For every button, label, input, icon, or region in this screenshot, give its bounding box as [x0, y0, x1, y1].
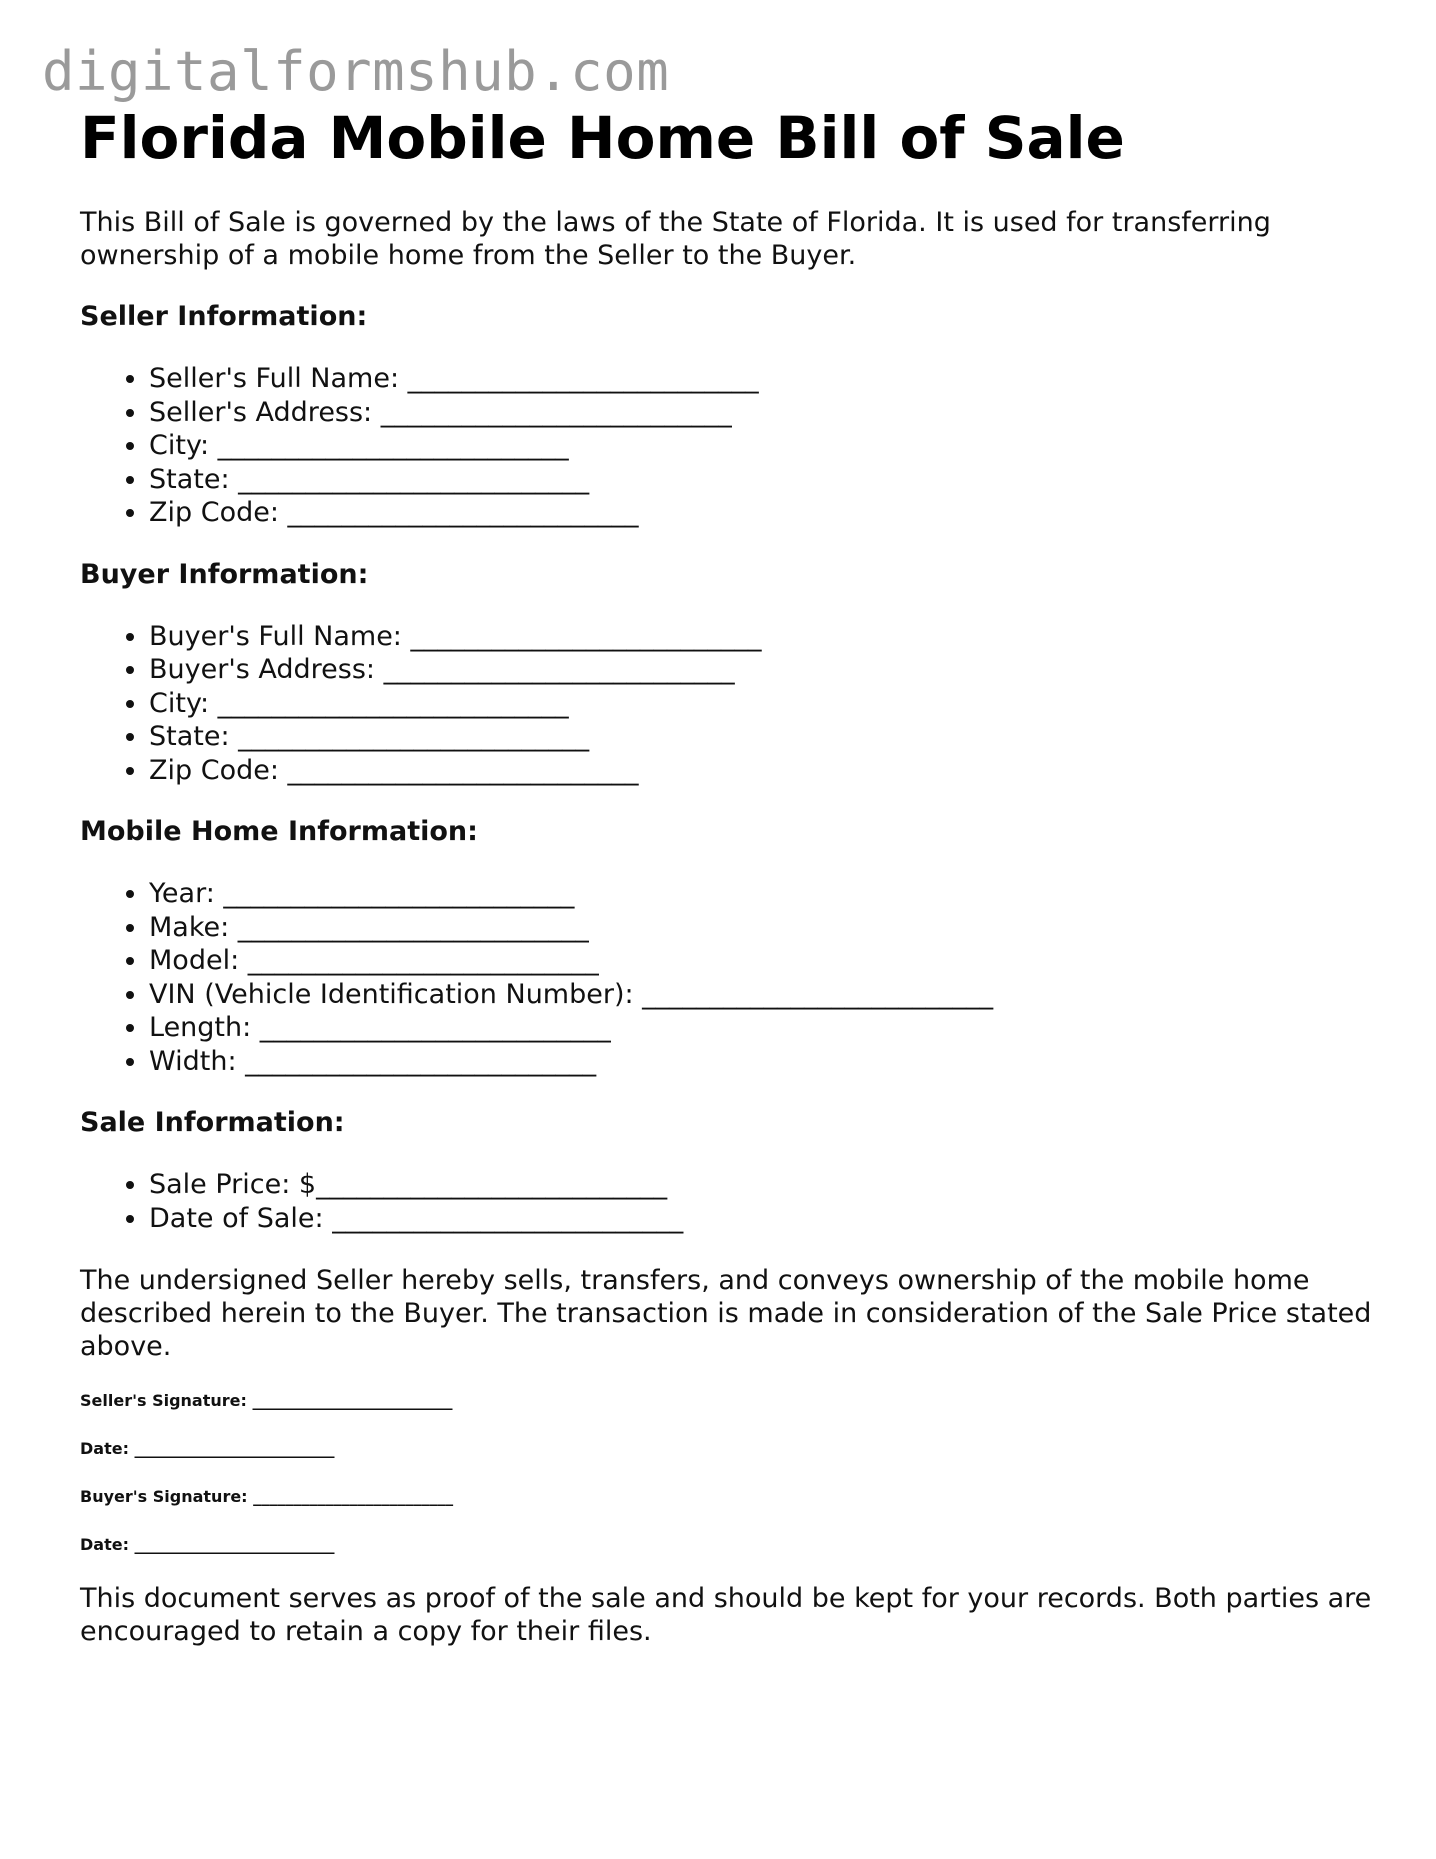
seller-date-line: Date: _________________________ — [80, 1439, 335, 1458]
home-width-field: • Width: __________________________ — [149, 1045, 1380, 1079]
intro-paragraph: This Bill of Sale is governed by the laws of the State of Florida. It is used for transferring ownership of a mobile home from the Seller to the Buyer. — [80, 207, 1271, 271]
home-model-field: • Model: __________________________ — [149, 944, 1380, 978]
document-body — [80, 98, 1380, 1648]
page-title: Florida Mobile Home Bill of Sale — [80, 104, 1125, 172]
footer-paragraph: This document serves as proof of the sale and should be kept for your records. Both parties are encouraged to retain a copy for their files. — [80, 1583, 1372, 1647]
buyer-full-name-field: • Buyer's Full Name: __________________________ — [149, 620, 1380, 654]
seller-fields-list — [80, 362, 1380, 530]
conveyance-paragraph: The undersigned Seller hereby sells, transfers, and conveys ownership of the mobile home described herein to the Buyer. The transaction is made in consideration of the Sale Price stated above. — [80, 1265, 1372, 1362]
home-make-field: • Make: __________________________ — [149, 911, 1380, 945]
buyer-signature-line: Buyer's Signature: _________________________ — [80, 1487, 454, 1506]
seller-city-field: • City: __________________________ — [149, 429, 1380, 463]
seller-signature-line: Seller's Signature: _________________________ — [80, 1391, 453, 1410]
buyer-section-heading: Buyer Information: — [80, 558, 369, 590]
buyer-fields-list — [80, 620, 1380, 788]
seller-address-field: • Seller's Address: __________________________ — [149, 396, 1380, 430]
home-fields-list — [80, 877, 1380, 1078]
buyer-address-field: • Buyer's Address: __________________________ — [149, 653, 1380, 687]
home-length-field: • Length: __________________________ — [149, 1011, 1380, 1045]
home-vin-field: • VIN (Vehicle Identification Number): __________________________ — [149, 978, 1380, 1012]
home-section-heading: Mobile Home Information: — [80, 816, 478, 847]
buyer-state-field: • State: __________________________ — [149, 720, 1380, 754]
buyer-city-field: • City: __________________________ — [149, 687, 1380, 721]
sale-fields-list — [80, 1168, 1380, 1235]
sale-price-field: • Sale Price: $__________________________ — [149, 1168, 1380, 1202]
site-watermark: digitalformshub.com — [42, 40, 670, 103]
seller-full-name-field: • Seller's Full Name: __________________________ — [149, 362, 1380, 396]
buyer-date-line: Date: _________________________ — [80, 1535, 335, 1554]
buyer-zip-field: • Zip Code: __________________________ — [149, 754, 1380, 788]
seller-zip-field: • Zip Code: __________________________ — [149, 496, 1380, 530]
sale-section-heading: Sale Information: — [80, 1107, 345, 1138]
sale-date-field: • Date of Sale: __________________________ — [149, 1202, 1380, 1236]
seller-section-heading: Seller Information: — [80, 301, 368, 332]
home-year-field: • Year: __________________________ — [149, 877, 1380, 911]
seller-state-field: • State: __________________________ — [149, 463, 1380, 497]
